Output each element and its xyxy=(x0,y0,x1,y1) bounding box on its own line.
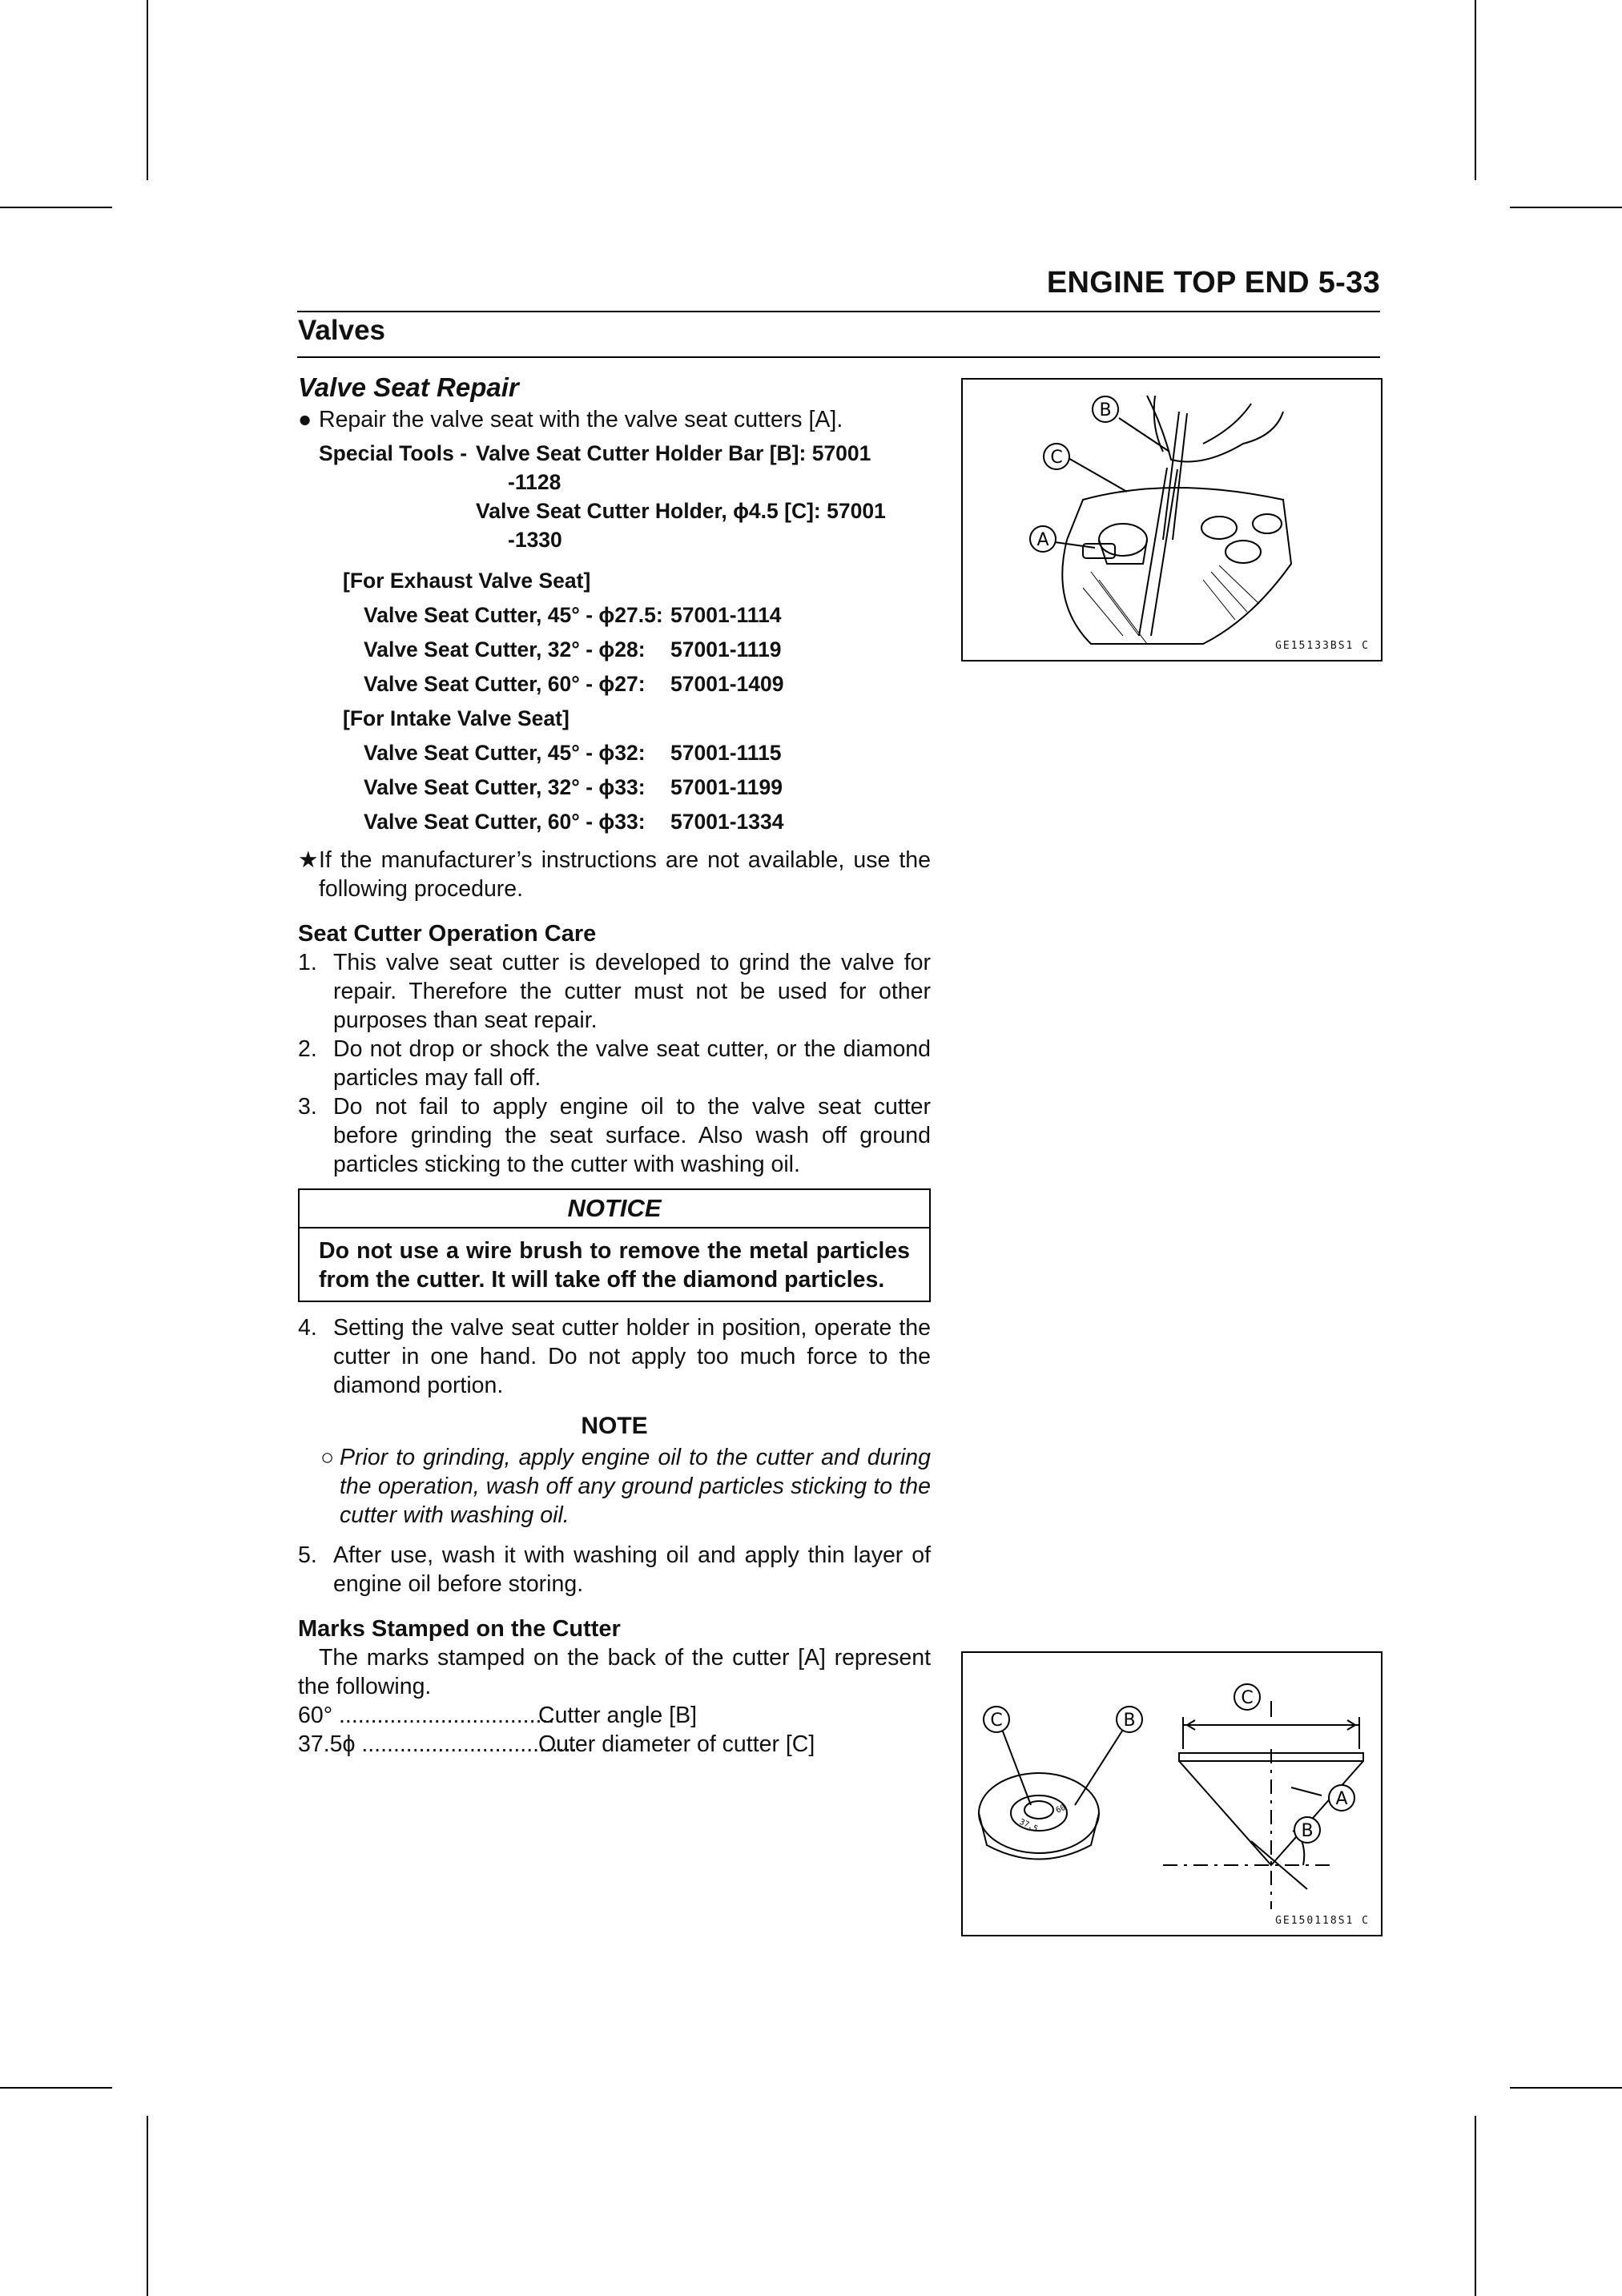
tool-line: -1128 xyxy=(508,470,561,494)
fig2-label: B xyxy=(1123,1711,1136,1731)
crop-mark xyxy=(0,2087,112,2089)
cutter-part: 57001-1114 xyxy=(670,603,782,627)
step-item xyxy=(298,1541,931,1598)
crop-mark xyxy=(147,2116,148,2296)
cutter-row xyxy=(298,633,931,667)
header-rule xyxy=(297,311,1380,312)
crop-mark xyxy=(1475,0,1476,180)
step-text: Do not fail to apply engine oil to the valve seat cutter before grinding the seat surface. Also wash off ground particles sticking to the cutter with washing oil. xyxy=(333,1094,931,1177)
main-text-column xyxy=(298,370,931,1759)
cutter-part: 57001-1115 xyxy=(670,741,782,765)
tools-label: Special Tools - xyxy=(319,441,468,465)
tool-line: -1330 xyxy=(508,528,562,552)
marks-row xyxy=(298,1730,931,1759)
special-tools xyxy=(298,439,931,554)
step-number: 3. xyxy=(298,1094,317,1120)
fig2-label: B xyxy=(1301,1821,1314,1841)
marks-intro: The marks stamped on the back of the cutter [A] represent the following. xyxy=(298,1645,931,1699)
star-icon: ★ xyxy=(298,847,319,873)
cutter-row xyxy=(298,805,931,839)
section-rule xyxy=(297,356,1380,358)
marks-row xyxy=(298,1701,931,1730)
cutter-part: 57001-1119 xyxy=(670,637,782,661)
bullet-icon: ● xyxy=(298,407,312,432)
note-text: Prior to grinding, apply engine oil to the cutter and during the operation, wash off any ground particles sticking to the cutter with washing oil. xyxy=(340,1445,931,1528)
step-item xyxy=(298,1313,931,1400)
marks-value: Cutter angle [B] xyxy=(538,1703,698,1728)
step-number: 1. xyxy=(298,950,317,975)
cutter-row xyxy=(298,598,931,633)
cutter-part: 57001-1334 xyxy=(670,810,784,834)
cutter-name: Valve Seat Cutter, 45° - ϕ27.5: xyxy=(364,603,663,627)
tool-line: Valve Seat Cutter Holder Bar [B]: 57001 xyxy=(476,441,871,465)
cutter-name: Valve Seat Cutter, 45° - ϕ32: xyxy=(364,741,646,765)
step-item xyxy=(298,1092,931,1179)
fig2-label: C xyxy=(990,1711,1003,1731)
cutter-part: 57001-1199 xyxy=(670,775,783,799)
step-number: 2. xyxy=(298,1036,317,1062)
cutter-name: Valve Seat Cutter, 60° - ϕ33: xyxy=(364,810,646,834)
tool-line: Valve Seat Cutter Holder, ϕ4.5 [C]: 57001 xyxy=(476,499,886,523)
fig1-label: C xyxy=(1050,448,1063,468)
cutter-row xyxy=(298,667,931,702)
crop-mark xyxy=(1510,207,1622,208)
cutter-row xyxy=(298,770,931,805)
cutter-row xyxy=(298,736,931,770)
svg-text:37.5: 37.5 xyxy=(1017,1817,1040,1834)
step-text: After use, wash it with washing oil and apply thin layer of engine oil before storing. xyxy=(333,1542,931,1597)
circle-icon: ○ xyxy=(320,1445,335,1470)
figure-cutter-marks xyxy=(961,1651,1383,1936)
note-item xyxy=(298,1443,931,1530)
marks-key: 37.5ϕ .................................. xyxy=(298,1731,578,1757)
exhaust-label: [For Exhaust Valve Seat] xyxy=(343,569,591,593)
fig2-label: A xyxy=(1335,1789,1348,1809)
fig2-label: C xyxy=(1241,1688,1254,1708)
step-item xyxy=(298,1035,931,1092)
bullet-item xyxy=(298,405,931,434)
step-item xyxy=(298,948,931,1035)
star-note xyxy=(298,846,931,903)
marks-title: Marks Stamped on the Cutter xyxy=(298,1616,621,1642)
step-text: Setting the valve seat cutter holder in position, operate the cutter in one hand. Do not apply too much force to the diamond portion. xyxy=(333,1315,931,1398)
note-title: NOTE xyxy=(581,1413,648,1439)
notice-box xyxy=(298,1188,931,1302)
step-number: 4. xyxy=(298,1315,317,1341)
marks-key: 60° .................................. xyxy=(298,1703,555,1728)
crop-mark xyxy=(1475,2116,1476,2296)
crop-mark xyxy=(0,207,112,208)
figure-cutter-in-use xyxy=(961,378,1383,661)
chapter-header: ENGINE TOP END 5-33 xyxy=(1046,266,1380,300)
step-text: Do not drop or shock the valve seat cutter, or the diamond particles may fall off. xyxy=(333,1036,931,1091)
intake-label: [For Intake Valve Seat] xyxy=(343,706,570,730)
care-title: Seat Cutter Operation Care xyxy=(298,921,597,947)
cutter-name: Valve Seat Cutter, 32° - ϕ33: xyxy=(364,775,646,799)
step-number: 5. xyxy=(298,1542,317,1568)
step-text: This valve seat cutter is developed to grind the valve for repair. Therefore the cutter must not be used for other purposes than seat repair. xyxy=(333,950,931,1033)
bullet-text: Repair the valve seat with the valve seat cutters [A]. xyxy=(319,407,843,432)
marks-value: Outer diameter of cutter [C] xyxy=(538,1731,815,1757)
cutter-in-use-illustration xyxy=(963,380,1381,660)
figure-code: GE15133BS1 C xyxy=(1275,640,1370,652)
crop-mark xyxy=(1510,2087,1622,2089)
star-note-text: If the manufacturer’s instructions are not available, use the following procedure. xyxy=(319,847,931,902)
svg-text:60: 60 xyxy=(1054,1803,1068,1815)
cutter-marks-illustration xyxy=(963,1653,1381,1935)
fig1-label: B xyxy=(1099,400,1112,420)
fig1-label: A xyxy=(1036,530,1049,550)
subsection-title: Valve Seat Repair xyxy=(298,372,519,402)
cutter-name: Valve Seat Cutter, 60° - ϕ27: xyxy=(364,672,646,696)
notice-title: NOTICE xyxy=(300,1190,929,1228)
notice-text: Do not use a wire brush to remove the metal particles from the cutter. It will take off the diamond particles. xyxy=(319,1238,910,1293)
cutter-part: 57001-1409 xyxy=(670,672,784,696)
crop-mark xyxy=(147,0,148,180)
cutter-name: Valve Seat Cutter, 32° - ϕ28: xyxy=(364,637,646,661)
figure-code: GE150118S1 C xyxy=(1275,1915,1370,1927)
section-title: Valves xyxy=(298,315,385,346)
